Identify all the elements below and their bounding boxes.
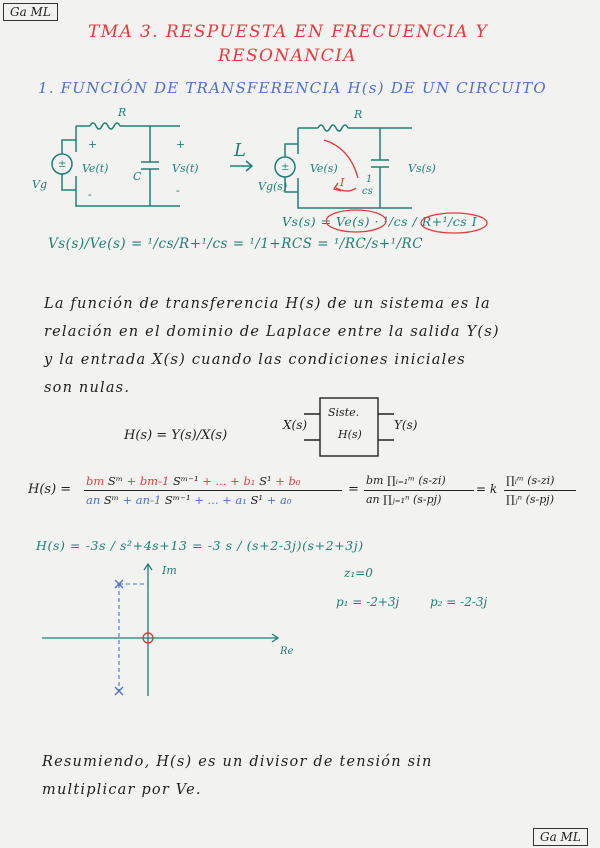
- svg-text:±: ±: [58, 159, 67, 170]
- section-heading: 1. FUNCIÓN DE TRANSFERENCIA H(s) DE UN CIRCUITO: [38, 79, 547, 97]
- conclusion-line: Resumiendo, H(s) es un divisor de tensión sin: [42, 754, 433, 770]
- title-line2: RESONANCIA: [218, 46, 357, 66]
- circuit2-frac-num: 1: [366, 174, 373, 185]
- equals-sign: =: [348, 482, 359, 497]
- corner-tag-top: Ga ML: [3, 3, 58, 21]
- circuit1-vs-label: Vs(t): [172, 162, 199, 175]
- title-line1: TMA 3. RESPUESTA EN FRECUENCIA Y: [88, 22, 489, 42]
- k-divider: [504, 490, 576, 491]
- circuit1-c-label: C: [133, 170, 142, 183]
- re-axis-label: Re: [280, 646, 294, 657]
- block-line2: H(s): [338, 428, 362, 441]
- product-denominator: an ∏ⱼ₌₁ⁿ (s-pj): [366, 493, 442, 506]
- circuit1-vg-label: Vg: [32, 178, 47, 191]
- block-input: X(s): [283, 418, 308, 432]
- example-tf: H(s) = -3s / s²+4s+13 = -3 s / (s+2-3j)(s+2+3j): [36, 538, 364, 553]
- transfer-ratio-eq: Vs(s)/Ve(s) = ¹/cs/R+¹/cs = ¹/1+RCS = ¹/RC/s+¹/RC: [48, 236, 424, 252]
- general-tf-denominator: an Sᵐ + an-1 Sᵐ⁻¹ + ... + a₁ S¹ + a₀: [86, 493, 292, 507]
- general-tf-divider: [84, 490, 342, 491]
- circuit1-plus-right: +: [176, 138, 186, 151]
- circuit-diagrams: [0, 100, 600, 280]
- circuit2-ve-label: Ve(s): [310, 162, 338, 175]
- circuit2-frac-den: cs: [362, 186, 373, 197]
- circuit1-r-label: R: [118, 106, 127, 119]
- circuit2-vs-label: Vs(s): [408, 162, 436, 175]
- circuit2-r-label: R: [354, 108, 363, 121]
- product-divider: [364, 490, 474, 491]
- k-numerator: ∏ᵢᵐ (s-zi): [506, 474, 555, 487]
- k-equals: = k: [476, 482, 498, 496]
- product-numerator: bm ∏ᵢ₌₁ᵐ (s-zi): [366, 474, 446, 487]
- circuit1-plus-left: +: [88, 138, 98, 151]
- general-tf-lhs: H(s) =: [28, 482, 72, 497]
- definition-paragraph: [44, 290, 584, 402]
- svg-text:±: ±: [281, 162, 290, 173]
- zero-label: z₁=0: [344, 566, 373, 580]
- block-output: Y(s): [394, 418, 418, 432]
- highlight-loop: [326, 208, 496, 234]
- general-tf-numerator: bm Sᵐ + bm-1 Sᵐ⁻¹ + ... + b₁ S¹ + b₀: [86, 474, 301, 488]
- k-denominator: ∏ⱼⁿ (s-pj): [506, 493, 555, 506]
- conclusion-line: multiplicar por Ve.: [42, 782, 202, 798]
- pole1-label: p₁ = -2+3j: [336, 595, 400, 609]
- circuit1-minus-right: -: [176, 184, 180, 197]
- paragraph-line: La función de transferencia H(s) de un sistema es la: [44, 296, 491, 312]
- laplace-symbol: L: [234, 140, 246, 161]
- im-axis-label: Im: [162, 564, 177, 577]
- paragraph-line: y la entrada X(s) cuando las condiciones iniciales: [44, 352, 466, 368]
- circuit1-ve-label: Ve(t): [82, 162, 109, 175]
- voltage-divider-eq: Vs(s) = Ve(s) · ¹/cs / R+¹/cs I: [282, 214, 478, 229]
- paragraph-line: son nulas.: [44, 380, 131, 396]
- h-definition: H(s) = Y(s)/X(s): [124, 428, 228, 443]
- paragraph-line: relación en el dominio de Laplace entre la salida Y(s): [44, 324, 500, 340]
- conclusion-paragraph: [42, 748, 582, 804]
- pole2-label: p₂ = -2-3j: [430, 595, 488, 609]
- circuit2-current-label: I: [340, 176, 345, 189]
- pole-zero-plot: [30, 556, 300, 706]
- pole-marker-lower: [115, 687, 123, 695]
- block-line1: Siste.: [328, 406, 360, 419]
- circuit1-minus-left: -: [88, 188, 92, 201]
- circuit2-vg-label: Vg(s): [258, 180, 288, 193]
- corner-tag-bottom: Ga ML: [533, 828, 588, 846]
